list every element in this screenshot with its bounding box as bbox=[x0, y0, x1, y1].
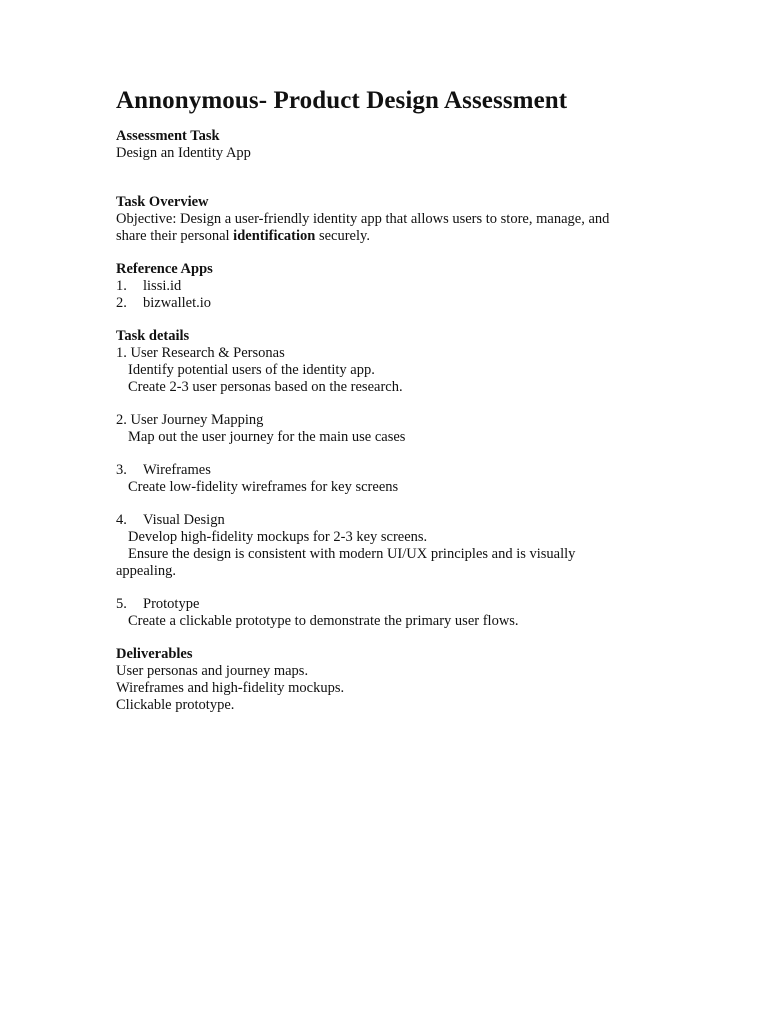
step-3-title bbox=[116, 462, 676, 479]
step-4-continuation: appealing. bbox=[116, 563, 176, 579]
deliverable-item: User personas and journey maps. bbox=[116, 663, 309, 679]
task-overview-bold-word: identification bbox=[233, 228, 316, 244]
step-4-line: Ensure the design is consistent with modern UI/UX principles and is visually bbox=[128, 546, 576, 562]
task-overview-line-1: Objective: Design a user-friendly identity app that allows users to store, manage, and bbox=[116, 211, 610, 227]
deliverables-heading: Deliverables bbox=[116, 646, 193, 662]
task-overview-heading: Task Overview bbox=[116, 194, 209, 210]
reference-app-name: lissi.id bbox=[143, 278, 182, 294]
reference-app-number: 2. bbox=[116, 295, 127, 311]
step-5-line: Create a clickable prototype to demonstrate the primary user flows. bbox=[128, 613, 519, 629]
step-2-line: Map out the user journey for the main use cases bbox=[128, 429, 406, 445]
document-title: Annonymous- Product Design Assessment bbox=[116, 87, 568, 114]
step-4-number: 4. bbox=[116, 512, 127, 528]
reference-app-name: bizwallet.io bbox=[143, 295, 212, 311]
task-overview-line-2-start: share their personal bbox=[116, 228, 234, 244]
task-overview-line-2-end: securely. bbox=[315, 228, 370, 244]
step-1-title: 1. User Research & Personas bbox=[116, 345, 285, 361]
deliverable-item: Wireframes and high-fidelity mockups. bbox=[116, 680, 345, 696]
step-5-title bbox=[116, 596, 676, 613]
step-3-line: Create low-fidelity wireframes for key screens bbox=[128, 479, 399, 495]
assessment-task-text: Design an Identity App bbox=[116, 145, 251, 161]
deliverable-item: Clickable prototype. bbox=[116, 697, 235, 713]
reference-app-number: 1. bbox=[116, 278, 127, 294]
step-1-line: Identify potential users of the identity app. bbox=[128, 362, 375, 378]
step-4-line: Develop high-fidelity mockups for 2-3 key screens. bbox=[128, 529, 428, 545]
reference-apps-heading: Reference Apps bbox=[116, 261, 213, 277]
step-4-label: Visual Design bbox=[143, 512, 225, 528]
assessment-task-heading: Assessment Task bbox=[116, 128, 220, 144]
step-2-title: 2. User Journey Mapping bbox=[116, 412, 264, 428]
reference-app-item bbox=[116, 278, 676, 295]
step-4-title bbox=[116, 512, 676, 529]
task-details-heading: Task details bbox=[116, 328, 190, 344]
task-overview-line-2 bbox=[116, 228, 676, 245]
step-1-line: Create 2-3 user personas based on the research. bbox=[128, 379, 403, 395]
step-3-number: 3. bbox=[116, 462, 127, 478]
document-page bbox=[116, 86, 676, 714]
reference-app-item bbox=[116, 295, 676, 312]
step-5-number: 5. bbox=[116, 596, 127, 612]
step-3-label: Wireframes bbox=[143, 462, 211, 478]
step-5-label: Prototype bbox=[143, 596, 200, 612]
